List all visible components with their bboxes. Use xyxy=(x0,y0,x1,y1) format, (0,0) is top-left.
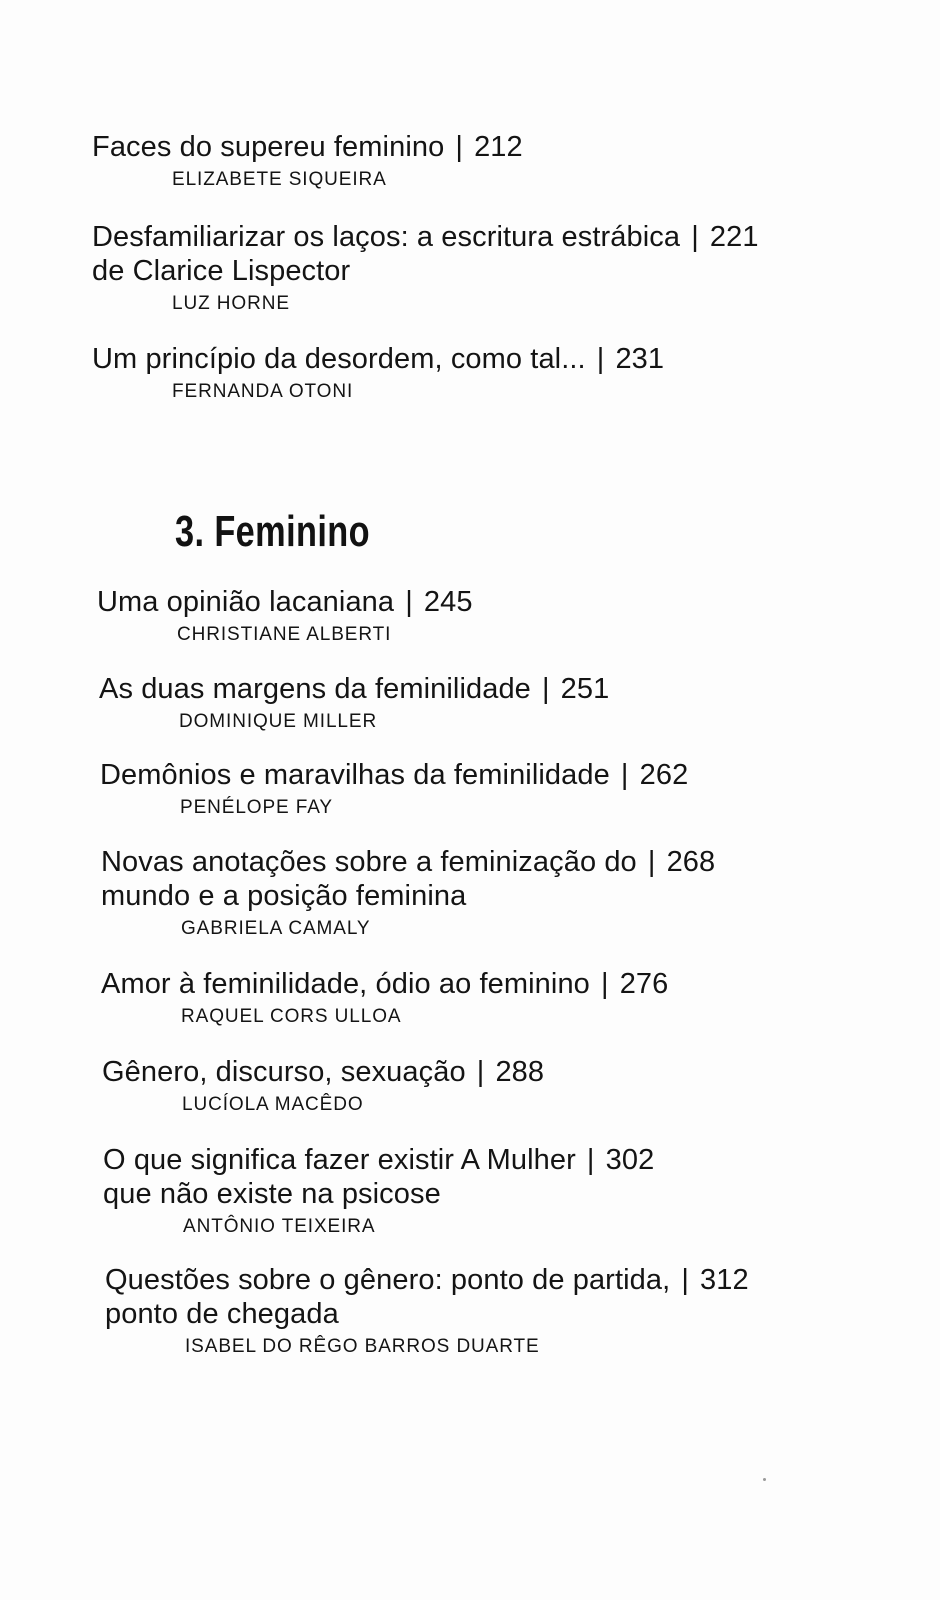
entry-title-line xyxy=(101,845,861,879)
toc-entry xyxy=(97,585,857,647)
page-number: 288 xyxy=(495,1056,545,1088)
entry-title-line xyxy=(102,1055,862,1089)
entry-title-continuation: que não existe na psicose xyxy=(103,1178,441,1210)
toc-entry xyxy=(92,130,852,192)
page-number: 221 xyxy=(709,221,759,253)
toc-entry xyxy=(102,1055,862,1117)
toc-entry xyxy=(99,672,859,734)
entry-title-line xyxy=(105,1263,865,1297)
page-number: 212 xyxy=(474,131,523,163)
page-separator: | xyxy=(691,221,699,253)
toc-entry xyxy=(101,845,861,941)
page-separator: | xyxy=(620,759,629,791)
entry-author: ELIZABETE SIQUEIRA xyxy=(172,169,387,190)
page-separator: | xyxy=(455,131,464,163)
entry-title-line xyxy=(103,1143,863,1177)
scan-speck xyxy=(763,1478,766,1481)
page-number: 262 xyxy=(639,759,689,791)
entry-title-line xyxy=(92,130,852,164)
page-number: 302 xyxy=(605,1144,655,1176)
page-separator: | xyxy=(647,846,656,878)
entry-author: ISABEL DO RÊGO BARROS DUARTE xyxy=(185,1336,540,1357)
entry-title-line xyxy=(92,220,852,254)
entry-title: Demônios e maravilhas da feminilidade xyxy=(100,759,610,791)
entry-title: Novas anotações sobre a feminização do xyxy=(101,846,637,878)
entry-title-line xyxy=(97,585,857,619)
page-separator: | xyxy=(586,1144,595,1176)
toc-entry xyxy=(92,220,852,316)
page-number: 312 xyxy=(700,1264,749,1296)
entry-author: LUZ HORNE xyxy=(172,293,290,314)
entry-title: O que significa fazer existir A Mulher xyxy=(103,1144,576,1176)
toc-entry xyxy=(92,342,852,404)
page-separator: | xyxy=(600,968,609,1000)
page-number: 245 xyxy=(423,586,473,618)
entry-author: LUCÍOLA MACÊDO xyxy=(182,1094,364,1115)
page-number: 276 xyxy=(619,968,669,1000)
entry-author: DOMINIQUE MILLER xyxy=(179,711,378,732)
entry-title: Desfamiliarizar os laços: a escritura estrábica xyxy=(92,221,681,253)
entry-title: Gênero, discurso, sexuação xyxy=(102,1056,466,1088)
section-heading: 3. Feminino xyxy=(175,507,370,556)
entry-title: Amor à feminilidade, ódio ao feminino xyxy=(101,968,590,1000)
toc-entry xyxy=(105,1263,865,1359)
page-separator: | xyxy=(596,343,605,375)
page-number: 231 xyxy=(615,343,665,375)
entry-title: Uma opinião lacaniana xyxy=(97,586,395,618)
toc-entry xyxy=(100,758,860,820)
page-separator: | xyxy=(681,1264,689,1296)
page-separator: | xyxy=(476,1056,485,1088)
entry-title: Um princípio da desordem, como tal... xyxy=(92,343,586,375)
entry-title-line xyxy=(92,342,852,376)
entry-author: PENÉLOPE FAY xyxy=(180,797,334,818)
entry-title-line xyxy=(100,758,860,792)
page-separator: | xyxy=(405,586,413,618)
entry-title-line xyxy=(99,672,859,706)
entry-title: As duas margens da feminilidade xyxy=(99,673,531,705)
page-number: 251 xyxy=(560,673,610,705)
entry-title-continuation: de Clarice Lispector xyxy=(92,255,351,287)
entry-title-line xyxy=(101,967,861,1001)
entry-author: ANTÔNIO TEIXEIRA xyxy=(183,1216,376,1237)
entry-author: GABRIELA CAMALY xyxy=(181,918,371,939)
entry-title: Faces do supereu feminino xyxy=(92,131,445,163)
entry-author: CHRISTIANE ALBERTI xyxy=(177,624,392,645)
toc-entry xyxy=(103,1143,863,1239)
entry-author: FERNANDA OTONI xyxy=(172,381,354,402)
page-number: 268 xyxy=(666,846,716,878)
entry-author: RAQUEL CORS ULLOA xyxy=(181,1006,402,1027)
entry-title-continuation: ponto de chegada xyxy=(105,1298,339,1330)
entry-title: Questões sobre o gênero: ponto de partida, xyxy=(105,1264,671,1296)
page-separator: | xyxy=(541,673,550,705)
toc-entry xyxy=(101,967,861,1029)
entry-title-continuation: mundo e a posição feminina xyxy=(101,880,467,912)
